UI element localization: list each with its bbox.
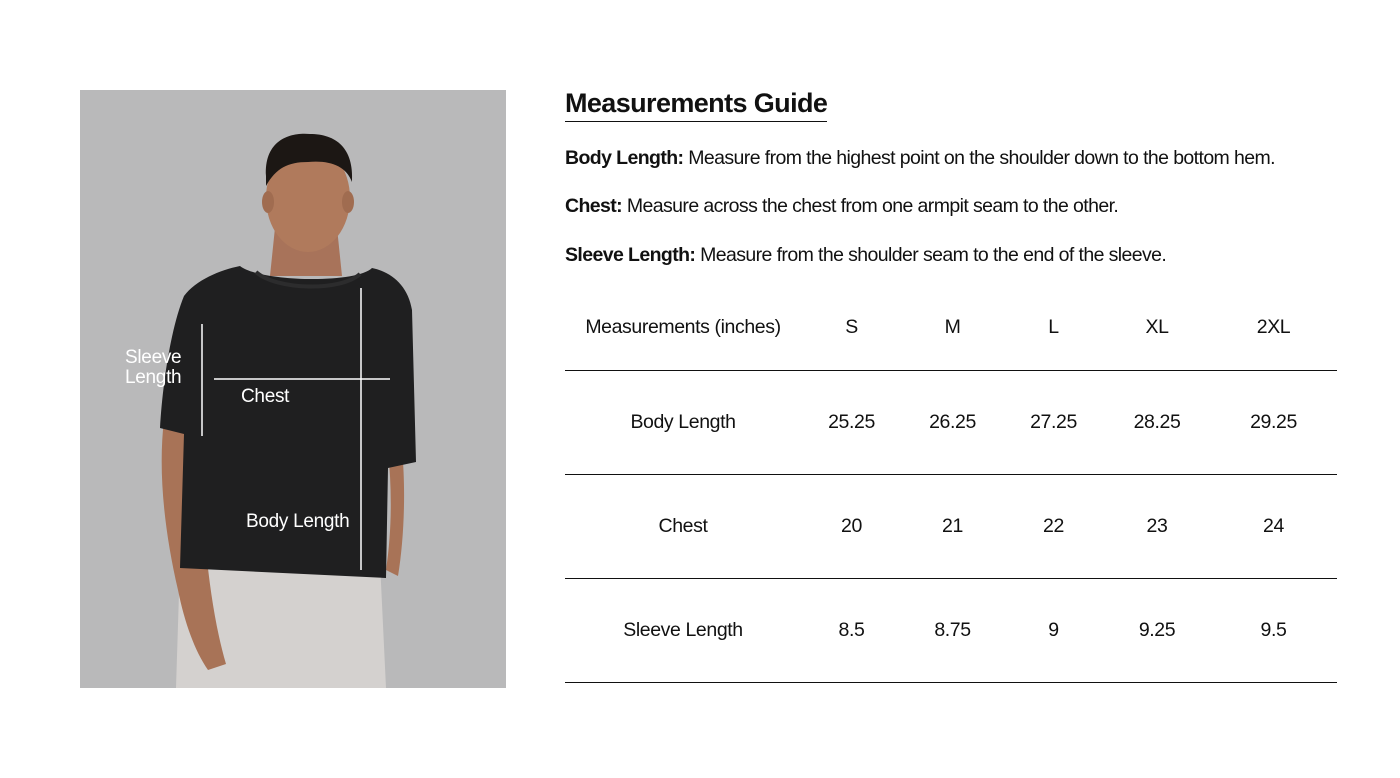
sleeve-length-overlay-label: Sleeve Length — [125, 347, 182, 388]
measurements-guide — [565, 86, 1337, 266]
right-arm — [386, 450, 404, 576]
chest-overlay-label: Chest — [241, 386, 290, 407]
model-illustration — [80, 90, 506, 688]
table-cell: 20 — [801, 474, 902, 578]
table-row — [565, 474, 1337, 578]
table-cell: 23 — [1104, 474, 1210, 578]
header-size-xl: XL — [1104, 286, 1210, 370]
header-size-l: L — [1003, 286, 1104, 370]
table-cell: 22 — [1003, 474, 1104, 578]
size-chart-table — [565, 286, 1337, 683]
header-size-2xl: 2XL — [1210, 286, 1337, 370]
chest-description — [565, 194, 1118, 218]
product-photo — [80, 90, 506, 688]
header-size-s: S — [801, 286, 902, 370]
table-row — [565, 578, 1337, 682]
sleeve-length-description — [565, 243, 1166, 267]
table-row — [565, 370, 1337, 474]
guide-title: Measurements Guide — [565, 86, 827, 122]
row-label: Body Length — [565, 370, 801, 474]
table-cell: 21 — [902, 474, 1003, 578]
table-cell: 9.5 — [1210, 578, 1337, 682]
description-term: Body Length: — [565, 147, 684, 169]
table-cell: 24 — [1210, 474, 1337, 578]
body-length-overlay-label: Body Length — [246, 511, 350, 532]
description-text: Measure from the highest point on the shoulder down to the bottom hem. — [683, 147, 1275, 169]
table-cell: 27.25 — [1003, 370, 1104, 474]
table-cell: 25.25 — [801, 370, 902, 474]
description-term: Chest: — [565, 195, 623, 217]
table-cell: 8.5 — [801, 578, 902, 682]
table-cell: 9.25 — [1104, 578, 1210, 682]
table-header-row — [565, 286, 1337, 370]
description-text: Measure from the shoulder seam to the end of the sleeve. — [695, 244, 1167, 266]
header-size-m: M — [902, 286, 1003, 370]
table-cell: 28.25 — [1104, 370, 1210, 474]
row-label: Sleeve Length — [565, 578, 801, 682]
table-cell: 26.25 — [902, 370, 1003, 474]
description-term: Sleeve Length: — [565, 244, 696, 266]
row-label: Chest — [565, 474, 801, 578]
header-measurements: Measurements (inches) — [565, 286, 801, 370]
table-cell: 29.25 — [1210, 370, 1337, 474]
description-text: Measure across the chest from one armpit seam to the other. — [622, 195, 1119, 217]
table-cell: 8.75 — [902, 578, 1003, 682]
table-cell: 9 — [1003, 578, 1104, 682]
body-length-description — [565, 146, 1275, 170]
